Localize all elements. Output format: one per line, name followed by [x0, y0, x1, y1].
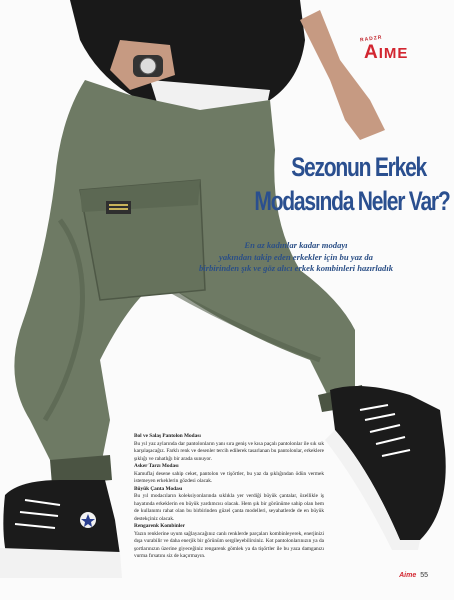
- lead-line-2: yakından takip eden erkekler için bu yaz da: [219, 251, 373, 262]
- section-title: Rengarenk Kombinler: [134, 523, 185, 529]
- section-text: Yazın renklerine uyum sağlayacağınız canlı renklerde parçaları kombinleyerek, enerjinizi dışa vurabilir ve daha enerjik bir görünüm sergileyebilirsiniz. Kot pantolonlarınızın ya da şortlarınızın üzerine giyeceğiniz rengarenk gömlek ya da tişörtler ile bu yaza damganızı vurma fırsatını siz de kaçırmayın.: [134, 530, 324, 559]
- section-text: Bu yıl yaz aylarında dar pantolonların yanı sıra geniş ve kısa paçalı pantolonlar ile sık sık karşılaşacağız. Farklı renk ve desenler tercih edilerek tasarlanan bu pantolonlar, erkeklere şıklığı ve rahatlığı bir arada sunuyor.: [134, 440, 324, 462]
- headline-line-2: Modasında Neler Var?: [254, 186, 450, 216]
- page-folio: [399, 572, 428, 579]
- section-title: Asker Tarzı Modası: [134, 463, 179, 469]
- section-title: Büyük Çanta Modası: [134, 485, 183, 492]
- footer-logo: Aime: [399, 572, 417, 579]
- brand-logo: [360, 36, 436, 64]
- headline: [254, 150, 450, 218]
- lead-paragraph: [168, 240, 424, 275]
- article-body: [134, 433, 324, 561]
- lead-line-3: birbirinden şık ve göz alıcı erkek kombinleri hazırladık: [198, 263, 394, 273]
- brand-name: AIME: [364, 42, 409, 63]
- section-title: Bol ve Salaş Pantolon Modası: [134, 433, 201, 439]
- page-number: 55: [420, 572, 428, 579]
- section-text: Kamuflaj desene sahip ceket, pantolon ve tişörtler, bu yaz da şıklığından ödün vermek istemeyen erkeklerin gözdesi olacak.: [134, 470, 324, 484]
- headline-line-1: Sezonun Erkek: [291, 152, 426, 182]
- lead-line-1: En az kadınlar kadar modayı: [244, 240, 348, 250]
- brand-tagline: RADZR: [359, 34, 383, 44]
- section-text: Bu yıl modacıların koleksiyonlarında sıklıkla yer verdiği büyük çantalar, özellikle iş hayatında erkeklerin en büyük yardımcısı olacak. Hem şık bir görünüme sahip olan hem de kullanımı rahat olan bu birbirinden güzel çanta modelleri, seyahatlerde de en büyük destekçiniz olacak.: [134, 493, 324, 522]
